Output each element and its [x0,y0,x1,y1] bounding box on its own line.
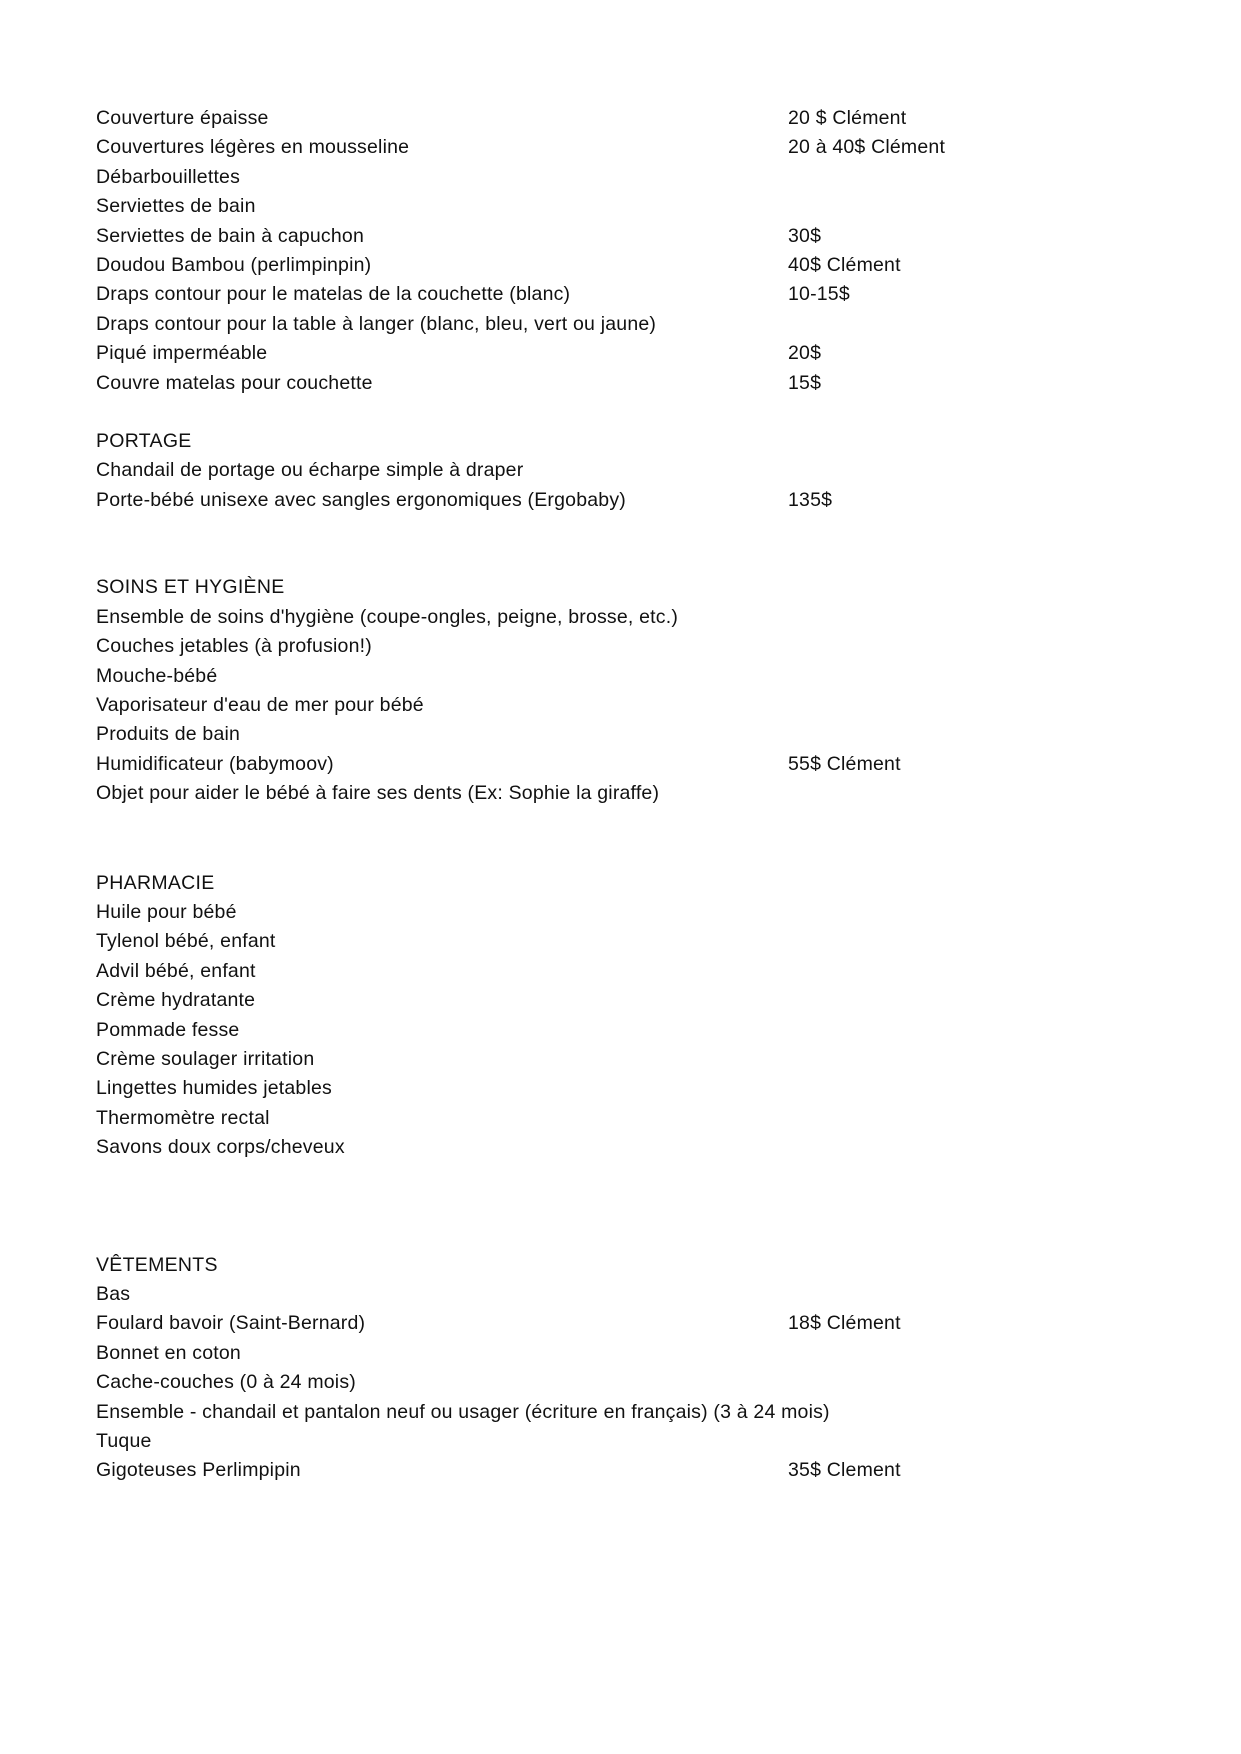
item-label: Pommade fesse [96,1018,240,1041]
checklist-row [96,1074,1156,1103]
section-portage [96,427,1156,515]
item-label: Lingettes humides jetables [96,1077,332,1100]
checklist-row [96,779,1156,808]
item-price: 55$ Clément [788,752,901,775]
item-label: Chandail de portage ou écharpe simple à draper [96,459,524,482]
checklist-row [96,986,1156,1015]
checklist-row [96,927,1156,956]
checklist-row [96,750,1156,779]
checklist-row [96,1398,1156,1427]
item-label: Couvertures légères en mousseline [96,136,410,159]
item-label: Porte-bébé unisexe avec sangles ergonomiques (Ergobaby) [96,488,626,511]
item-label: Objet pour aider le bébé à faire ses dents (Ex: Sophie la giraffe) [96,782,660,805]
section-spacer [96,1163,1156,1251]
item-label: Couvre matelas pour couchette [96,371,373,394]
item-label: Tylenol bébé, enfant [96,930,276,953]
section-spacer [96,398,1156,427]
checklist-row [96,1368,1156,1397]
item-label: Crème soulager irritation [96,1047,315,1070]
section-heading [96,573,1156,602]
section-heading-label: VÊTEMENTS [96,1253,218,1276]
checklist-row [96,486,1156,515]
item-price: 135$ [788,488,833,511]
checklist-row [96,1016,1156,1045]
checklist-row [96,1309,1156,1338]
item-label: Crème hydratante [96,989,256,1012]
checklist-row [96,662,1156,691]
section-vetements [96,1251,1156,1486]
item-label: Ensemble - chandail et pantalon neuf ou usager (écriture en français) (3 à 24 mois) [96,1400,830,1423]
checklist-row [96,251,1156,280]
item-label: Piqué imperméable [96,342,268,365]
checklist-row [96,1339,1156,1368]
checklist-row [96,192,1156,221]
section-heading-label: PORTAGE [96,430,192,453]
section-heading [96,427,1156,456]
section-soins-et-hygiene [96,573,1156,808]
item-label: Humidificateur (babymoov) [96,752,334,775]
item-label: Advil bébé, enfant [96,959,256,982]
item-label: Bonnet en coton [96,1341,241,1364]
section-heading-label: PHARMACIE [96,871,215,894]
checklist-row [96,222,1156,251]
item-label: Doudou Bambou (perlimpinpin) [96,254,372,277]
section-heading-label: SOINS ET HYGIÈNE [96,576,285,599]
item-label: Draps contour pour la table à langer (blanc, bleu, vert ou jaune) [96,312,657,335]
item-label: Draps contour pour le matelas de la couchette (blanc) [96,283,571,306]
checklist-row [96,104,1156,133]
item-label: Bas [96,1283,131,1305]
checklist-row [96,720,1156,749]
item-price: 35$ Clement [788,1459,901,1482]
item-price: 20$ [788,342,822,365]
item-label: Tuque [96,1430,152,1453]
item-label: Foulard bavoir (Saint-Bernard) [96,1312,366,1335]
checklist-row [96,133,1156,162]
section-spacer [96,515,1156,573]
section-spacer [96,809,1156,869]
checklist-row [96,691,1156,720]
document-body [96,104,1156,1486]
checklist-row [96,1427,1156,1456]
item-label: Huile pour bébé [96,900,237,923]
checklist-row [96,1104,1156,1133]
item-label: Cache-couches (0 à 24 mois) [96,1371,356,1394]
checklist-row [96,280,1156,309]
item-label: Serviettes de bain [96,195,256,218]
item-label: Produits de bain [96,723,241,746]
item-label: Thermomètre rectal [96,1106,270,1129]
checklist-row [96,456,1156,485]
item-price: 40$ Clément [788,254,901,277]
item-label: Débarbouillettes [96,165,241,188]
section-heading [96,869,1156,898]
item-label: Mouche-bébé [96,664,218,687]
checklist-row [96,310,1156,339]
item-label: Couches jetables (à profusion!) [96,635,372,658]
section-pharmacie [96,869,1156,1163]
checklist-row [96,603,1156,632]
checklist-row [96,1280,1156,1309]
item-label: Vaporisateur d'eau de mer pour bébé [96,693,424,716]
item-label: Savons doux corps/cheveux [96,1136,345,1159]
item-price: 15$ [788,371,822,394]
item-price: 10-15$ [788,283,850,306]
checklist-row [96,632,1156,661]
item-price: 30$ [788,224,822,247]
checklist-row [96,1045,1156,1074]
item-label: Serviettes de bain à capuchon [96,224,365,247]
checklist-row [96,163,1156,192]
item-label: Gigoteuses Perlimpipin [96,1459,301,1482]
item-label: Couverture épaisse [96,107,269,129]
checklist-row [96,898,1156,927]
item-price: 20 à 40$ Clément [788,136,946,159]
item-price: 20 $ Clément [788,107,907,129]
section-heading [96,1251,1156,1280]
checklist-row [96,369,1156,398]
item-price: 18$ Clément [788,1312,901,1335]
checklist-row [96,957,1156,986]
checklist-row [96,1456,1156,1485]
checklist-row [96,1133,1156,1162]
section-literie-continued [96,104,1156,398]
item-label: Ensemble de soins d'hygiène (coupe-ongles, peigne, brosse, etc.) [96,605,679,628]
checklist-row [96,339,1156,368]
